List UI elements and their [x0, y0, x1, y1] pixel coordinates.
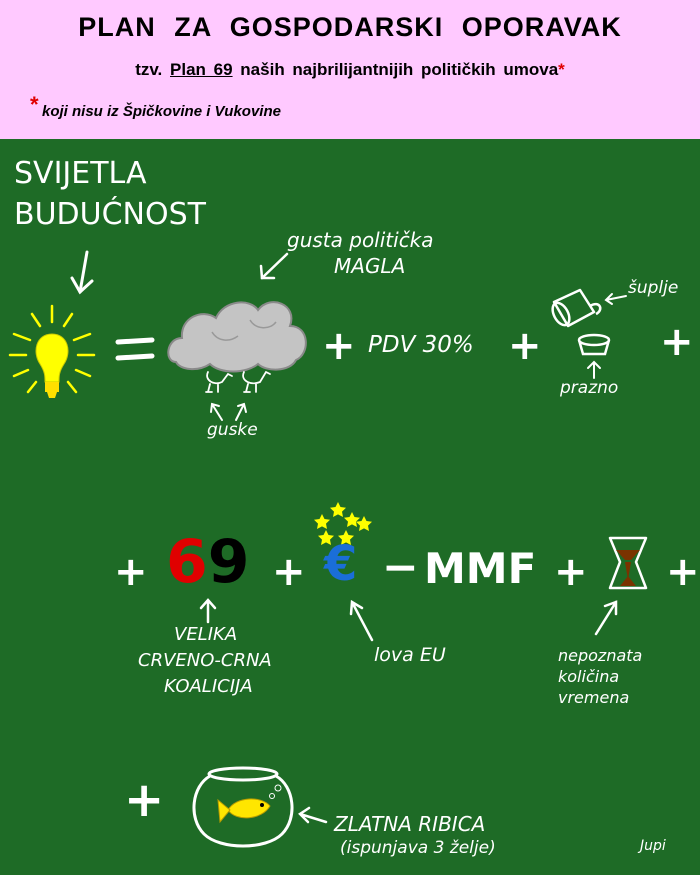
footnote: koji nisu iz Špičkovine i Vukovine	[42, 103, 281, 120]
arrow-to-69-icon	[201, 600, 215, 622]
label-svijetla: SVIJETLA	[14, 156, 147, 191]
label-buducnost: BUDUĆNOST	[14, 197, 206, 232]
label-lova-eu: lova EU	[374, 644, 446, 666]
arrow-to-bulb-icon	[72, 252, 92, 292]
plus-sign: +	[114, 549, 148, 595]
plus-sign: +	[124, 772, 165, 828]
label-nepoznata: nepoznata	[558, 646, 643, 665]
label-guske: guske	[207, 420, 258, 440]
arrow-to-fishbowl-icon	[300, 808, 326, 822]
subtitle-asterisk: *	[558, 60, 565, 79]
label-vremena: vremena	[558, 688, 630, 707]
label-suplje: šuplje	[628, 278, 679, 298]
signature: Jupi	[640, 838, 666, 854]
label-zelje: (ispunjava 3 želje)	[340, 838, 496, 858]
arrow-to-cloud-icon	[261, 254, 287, 278]
digit-six: 6	[166, 527, 208, 597]
arrow-to-euro-icon	[351, 602, 372, 640]
label-gusta: gusta politička	[287, 228, 434, 252]
label-crveno-crna: CRVENO-CRNA	[138, 650, 272, 671]
label-prazno: prazno	[560, 378, 619, 398]
minus-sign: −	[382, 542, 419, 593]
page-title: PLAN ZA GOSPODARSKI OPORAVAK	[78, 12, 622, 42]
digit-nine: 9	[207, 527, 250, 597]
plus-sign: +	[666, 549, 700, 595]
label-zlatna-ribica: ZLATNA RIBICA	[334, 812, 486, 836]
label-kolicina: količina	[558, 667, 620, 686]
label-magla: MAGLA	[334, 254, 406, 278]
light-bulb-icon	[10, 306, 94, 398]
hourglass-icon	[610, 538, 646, 588]
arrows-to-geese-icon	[211, 404, 246, 420]
empty-bowl-icon	[579, 335, 609, 354]
goldfish-icon	[218, 785, 281, 822]
subtitle-plan: Plan 69	[170, 60, 233, 79]
arrow-to-hourglass-icon	[596, 602, 616, 634]
geese-icon	[206, 372, 270, 392]
arrow-to-empty-icon	[588, 362, 600, 378]
footnote-asterisk: *	[30, 92, 39, 117]
arrow-to-hollow-icon	[606, 294, 626, 304]
plus-sign: +	[660, 319, 694, 365]
plus-sign: +	[508, 323, 542, 369]
euro-symbol: €	[324, 536, 358, 592]
subtitle-rest: naših najbrilijantnijih političkih umova	[240, 60, 559, 79]
number-69	[166, 527, 250, 597]
cloud-icon	[168, 302, 306, 371]
subtitle-prefix: tzv.	[135, 60, 163, 79]
label-velika: VELIKA	[174, 624, 238, 645]
equals-sign	[118, 340, 152, 358]
hollow-cup-icon	[549, 290, 600, 328]
plus-sign: +	[554, 549, 588, 595]
plus-sign: +	[272, 549, 306, 595]
plus-sign: +	[322, 323, 356, 369]
label-koalicija: KOALICIJA	[164, 676, 253, 697]
label-mmf: MMF	[424, 544, 537, 593]
label-pdv: PDV 30%	[368, 332, 474, 358]
